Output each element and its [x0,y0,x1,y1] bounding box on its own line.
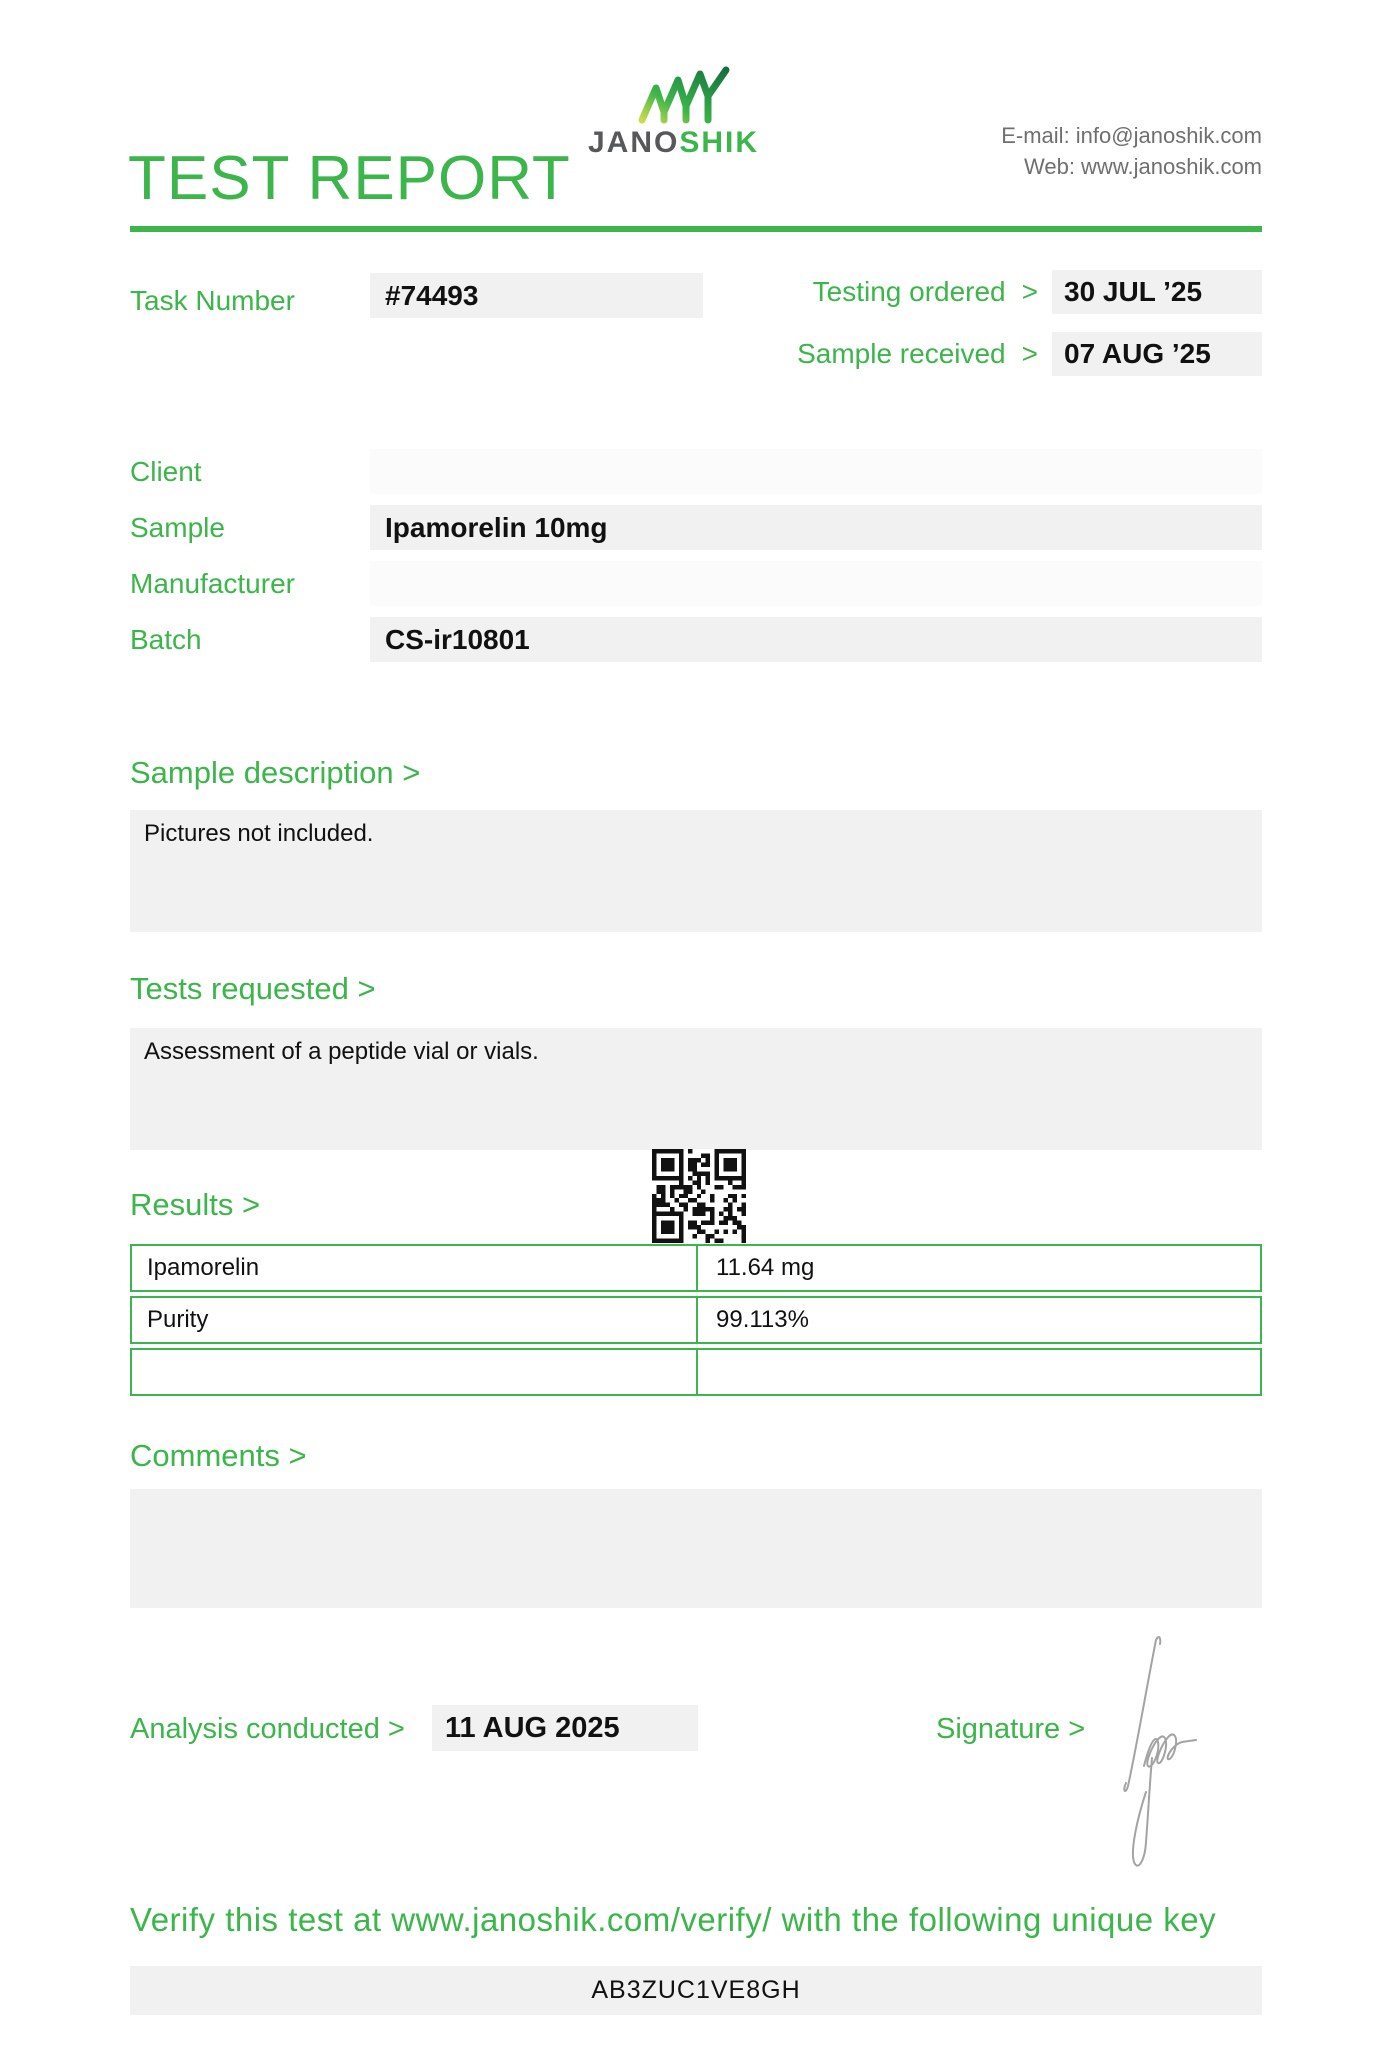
client-label: Client [130,456,202,487]
sample-received-arrow: > [1021,338,1038,369]
qr-code [652,1149,746,1243]
manufacturer-label: Manufacturer [130,568,295,599]
results-row-1-name: Ipamorelin [132,1246,698,1290]
task-number-value: #74493 [370,273,703,318]
header-divider [130,226,1262,232]
analysis-date: 11 AUG 2025 [432,1705,698,1751]
batch-label: Batch [130,624,202,655]
client-value [370,449,1262,494]
testing-ordered-row [600,270,1262,314]
results-row-1 [130,1244,1262,1292]
batch-value: CS-ir10801 [370,617,1262,662]
tests-requested-heading: Tests requested > [130,971,376,1006]
task-number-label: Task Number [130,285,295,316]
testing-ordered-arrow: > [1021,276,1038,307]
testing-ordered-date: 30 JUL ’25 [1052,270,1262,314]
contact-block [1001,120,1262,182]
results-heading: Results > [130,1187,261,1222]
sample-received-row [600,332,1262,376]
comments-box [130,1489,1262,1608]
testing-ordered-label: Testing ordered [812,276,1006,308]
sample-description-heading: Sample description > [130,755,421,790]
manufacturer-value [370,561,1262,606]
results-row-2-value: 99.113% [716,1306,809,1333]
analysis-conducted-label: Analysis conducted > [130,1713,405,1745]
results-row-3-value [698,1350,1260,1394]
tests-requested-box: Assessment of a peptide vial or vials. [130,1028,1262,1150]
signature-label: Signature > [936,1713,1086,1745]
results-row-2-name: Purity [132,1298,698,1342]
logo-jano: JANO [588,126,680,159]
results-row-3-name [132,1350,698,1394]
page-title: TEST REPORT [128,144,571,213]
sample-description-box: Pictures not included. [130,810,1262,932]
results-row-3 [130,1348,1262,1396]
verify-text: Verify this test at www.janoshik.com/verify/ with the following unique key [130,1901,1217,1938]
signature-image [1104,1620,1234,1890]
sample-label: Sample [130,512,225,543]
contact-email: E-mail: info@janoshik.com [1001,123,1262,148]
results-row-2 [130,1296,1262,1344]
sample-value: Ipamorelin 10mg [370,505,1262,550]
sample-received-label: Sample received [797,338,1006,370]
janoshik-logo-text [588,128,758,158]
results-row-1-value: 11.64 mg [716,1254,815,1281]
verify-key: AB3ZUC1VE8GH [130,1966,1262,2015]
comments-heading: Comments > [130,1438,307,1473]
contact-web: Web: www.janoshik.com [1023,154,1262,179]
janoshik-logo-icon [634,62,752,126]
sample-received-date: 07 AUG ’25 [1052,332,1262,376]
logo-shik: SHIK [679,126,760,159]
